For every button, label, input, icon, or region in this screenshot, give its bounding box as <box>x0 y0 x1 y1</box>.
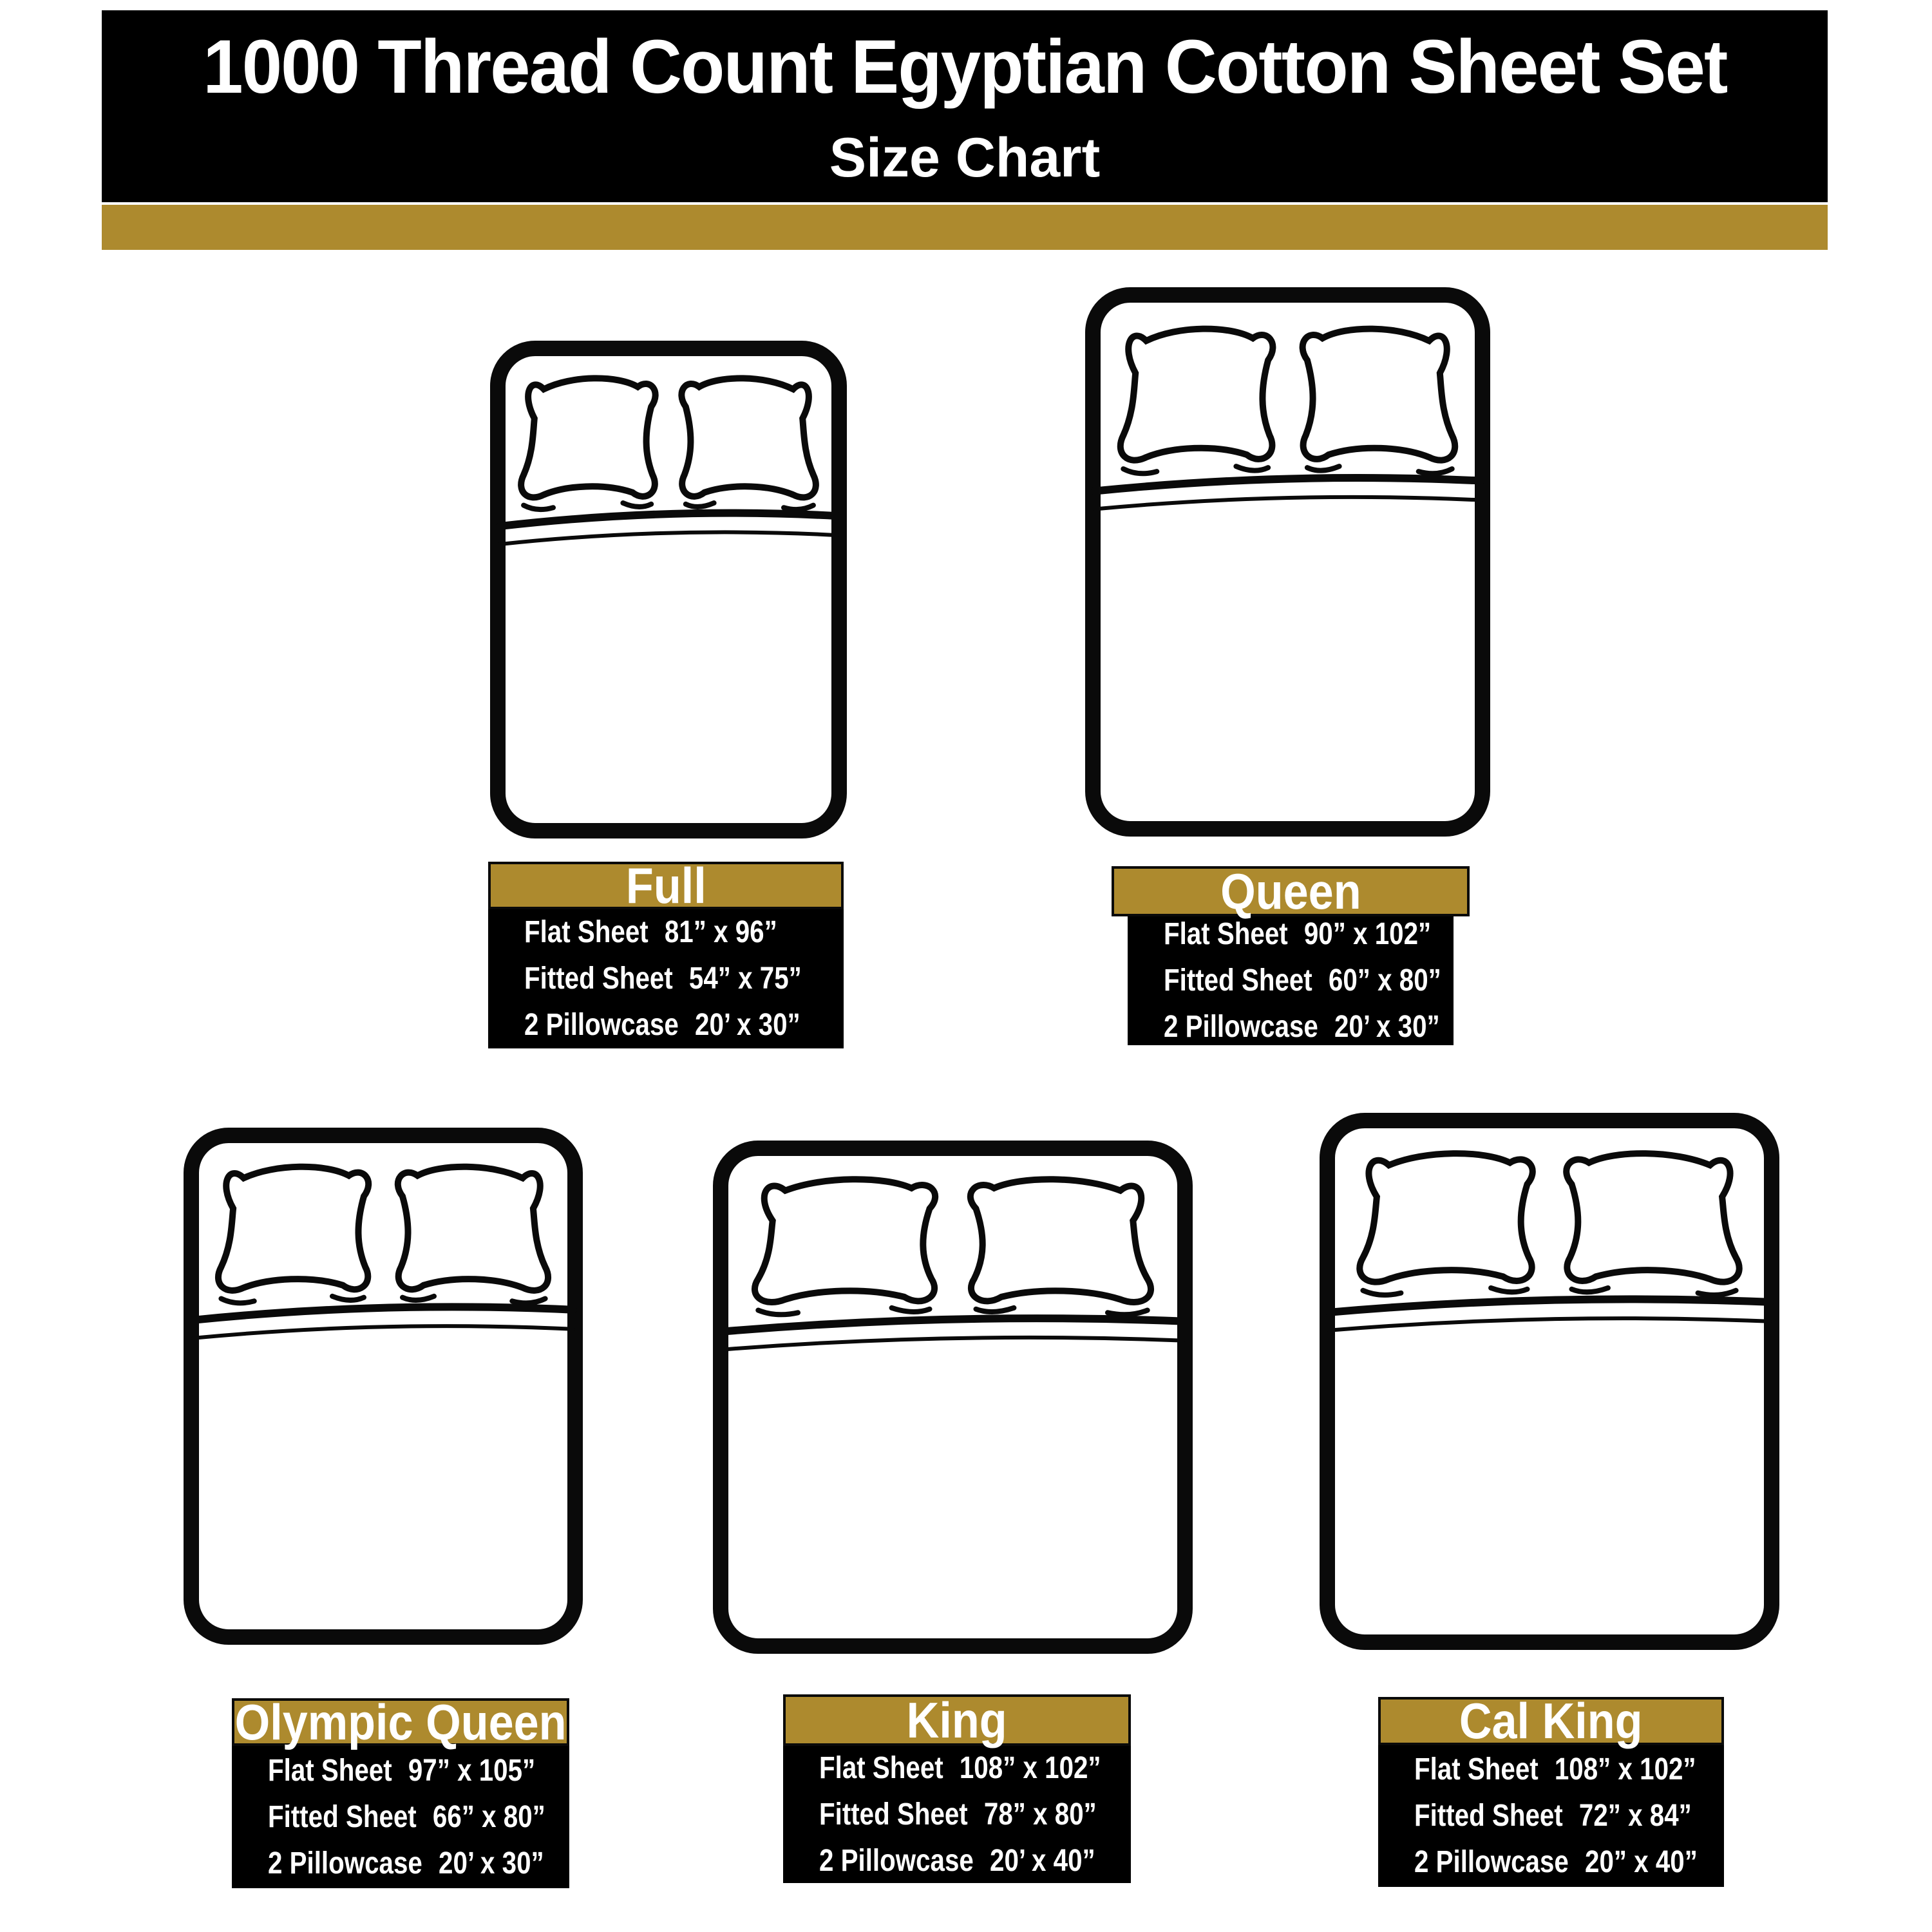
size-panel-olympic-queen <box>232 1693 569 1888</box>
spec-value: 20’ x 30” <box>1334 1010 1440 1044</box>
spec-pillowcase <box>1164 1007 1440 1047</box>
page-title: 1000 Thread Count Egyptian Cotton Sheet Set <box>202 24 1727 109</box>
spec-pillowcase <box>1414 1842 1698 1882</box>
accent-band <box>102 205 1828 250</box>
size-name: Cal King <box>1459 1692 1643 1749</box>
spec-label: Flat Sheet <box>268 1753 392 1788</box>
spec-value: 54” x 75” <box>688 961 802 996</box>
spec-value: 97” x 105” <box>408 1753 536 1788</box>
size-specs-box <box>1128 916 1454 1045</box>
spec-pillowcase <box>524 1005 800 1045</box>
spec-label: Flat Sheet <box>819 1750 943 1785</box>
spec-label: 2 Pillowcase <box>1414 1845 1569 1879</box>
spec-fitted-sheet <box>268 1797 545 1837</box>
bed-illustration-cal-king <box>1319 1112 1780 1651</box>
size-panel-king <box>783 1691 1131 1883</box>
spec-label: Fitted Sheet <box>524 961 673 996</box>
spec-pillowcase <box>819 1841 1095 1881</box>
size-name: King <box>907 1691 1007 1748</box>
spec-value: 108” x 102” <box>1554 1752 1696 1786</box>
size-panel-cal-king <box>1378 1692 1724 1887</box>
spec-value: 78” x 80” <box>983 1797 1097 1832</box>
spec-value: 60” x 80” <box>1328 963 1441 998</box>
title-banner <box>102 10 1828 202</box>
size-panel-queen <box>1112 862 1470 1045</box>
size-name: Full <box>625 857 706 914</box>
size-name-bar <box>783 1691 1131 1748</box>
size-name: Queen <box>1220 862 1361 920</box>
spec-flat-sheet <box>268 1751 535 1791</box>
spec-flat-sheet <box>524 913 777 952</box>
size-specs-box <box>1378 1745 1724 1887</box>
spec-value: 20’ x 40” <box>990 1843 1095 1878</box>
spec-label: 2 Pillowcase <box>268 1846 422 1880</box>
spec-label: Flat Sheet <box>1414 1752 1539 1786</box>
spec-flat-sheet <box>1414 1750 1696 1790</box>
spec-label: Fitted Sheet <box>1414 1799 1563 1833</box>
spec-value: 90” x 102” <box>1303 917 1432 951</box>
size-name-bar <box>1378 1692 1724 1749</box>
size-name-bar <box>232 1693 569 1750</box>
spec-flat-sheet <box>819 1748 1101 1788</box>
size-specs-box <box>783 1746 1131 1883</box>
spec-label: Flat Sheet <box>1164 917 1288 951</box>
size-name-bar <box>1112 862 1470 920</box>
bed-illustration-king <box>712 1140 1193 1654</box>
spec-fitted-sheet <box>524 959 802 999</box>
spec-value: 66” x 80” <box>432 1799 545 1834</box>
spec-pillowcase <box>268 1844 544 1884</box>
bed-illustration-queen <box>1084 287 1491 837</box>
spec-value: 81” x 96” <box>664 915 777 949</box>
spec-label: 2 Pillowcase <box>1164 1010 1318 1044</box>
bed-illustration-olympic-queen <box>183 1127 583 1645</box>
spec-label: Fitted Sheet <box>819 1797 968 1832</box>
spec-label: Flat Sheet <box>524 915 649 949</box>
spec-value: 20’ x 30” <box>439 1846 544 1880</box>
spec-value: 20’ x 30” <box>695 1008 800 1042</box>
spec-fitted-sheet <box>1414 1796 1692 1836</box>
size-name-bar <box>488 857 844 914</box>
spec-label: Fitted Sheet <box>268 1799 417 1834</box>
spec-label: 2 Pillowcase <box>524 1008 679 1042</box>
spec-value: 72” x 84” <box>1578 1799 1692 1833</box>
spec-label: Fitted Sheet <box>1164 963 1312 998</box>
size-name: Olympic Queen <box>234 1693 567 1750</box>
page-subtitle: Size Chart <box>829 126 1101 189</box>
spec-fitted-sheet <box>819 1795 1097 1835</box>
spec-value: 108” x 102” <box>959 1750 1101 1785</box>
spec-fitted-sheet <box>1164 961 1441 1001</box>
size-specs-box <box>488 909 844 1048</box>
spec-label: 2 Pillowcase <box>819 1843 974 1878</box>
spec-flat-sheet <box>1164 914 1431 954</box>
spec-value: 20” x 40” <box>1585 1845 1698 1879</box>
bed-illustration-full <box>489 340 848 839</box>
size-specs-box <box>232 1746 569 1888</box>
size-panel-full <box>488 857 844 1048</box>
